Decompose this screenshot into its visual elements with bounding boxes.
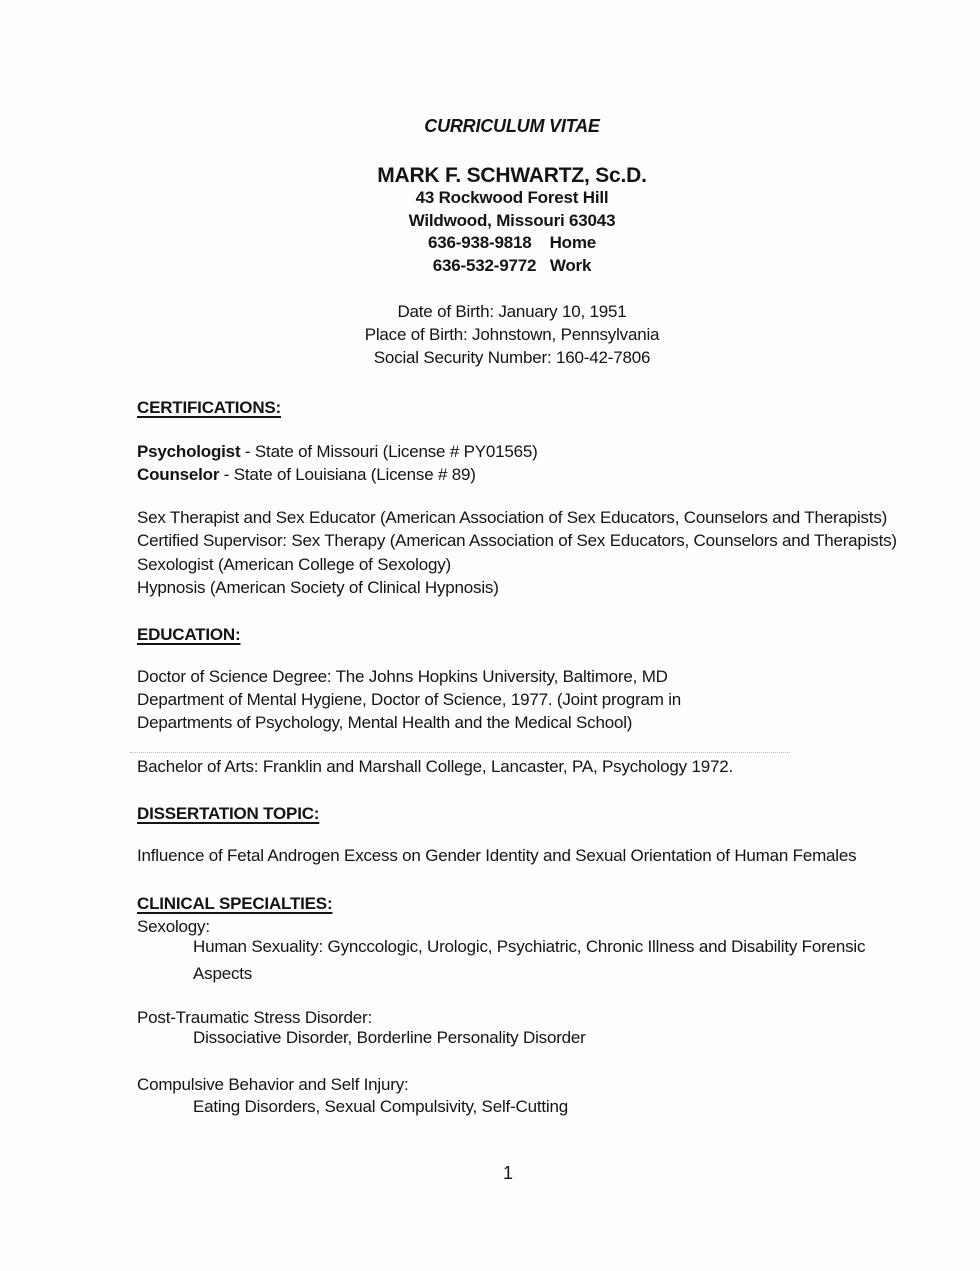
- specialty-category: Post-Traumatic Stress Disorder:: [137, 1008, 373, 1027]
- cert-psychologist: [137, 442, 538, 462]
- cert-item: Sexologist (American College of Sexology): [137, 555, 452, 574]
- education-line: Doctor of Science Degree: The Johns Hopkins University, Baltimore, MD: [137, 667, 668, 686]
- address-line-2: Wildwood, Missouri 63043: [408, 211, 616, 230]
- clinical-specialties-heading: CLINICAL SPECIALTIES:: [137, 894, 333, 913]
- cert-counselor-title: Counselor: [137, 465, 220, 484]
- phone-work: [0, 256, 980, 276]
- date-of-birth: Date of Birth: January 10, 1951: [397, 302, 627, 321]
- specialty-detail: Aspects: [193, 964, 253, 983]
- specialty-detail: Dissociative Disorder, Borderline Personality Disorder: [193, 1028, 586, 1047]
- cert-counselor: [137, 465, 476, 485]
- person-name: MARK F. SCHWARTZ, Sc.D.: [377, 164, 647, 187]
- specialty-detail: Eating Disorders, Sexual Compulsivity, Self-Cutting: [193, 1097, 568, 1116]
- place-of-birth: Place of Birth: Johnstown, Pennsylvania: [364, 325, 660, 344]
- cert-item: Certified Supervisor: Sex Therapy (American Association of Sex Educators, Counselors and Therapists): [137, 531, 897, 550]
- cert-counselor-detail: - State of Louisiana (License # 89): [219, 465, 476, 484]
- phone-home-number: 636-938-9818: [428, 233, 532, 252]
- document-title: CURRICULUM VITAE: [424, 116, 600, 136]
- cert-item: Hypnosis (American Society of Clinical Hypnosis): [137, 578, 499, 597]
- education-bachelor: Bachelor of Arts: Franklin and Marshall College, Lancaster, PA, Psychology 1972.: [137, 757, 734, 776]
- education-line: Departments of Psychology, Mental Health and the Medical School): [137, 713, 633, 732]
- phone-home: [0, 233, 980, 253]
- page-number: 1: [503, 1163, 513, 1183]
- education-heading: EDUCATION:: [137, 625, 241, 644]
- cert-psychologist-detail: - State of Missouri (License # PY01565): [240, 442, 538, 461]
- cert-item: Sex Therapist and Sex Educator (American Association of Sex Educators, Counselors and Therapists): [137, 508, 888, 527]
- phone-work-label: Work: [549, 256, 592, 275]
- scan-artifact-line: [130, 752, 790, 753]
- phone-home-label: Home: [549, 233, 596, 252]
- phone-work-number: 636-532-9772: [432, 256, 537, 275]
- specialty-category: Compulsive Behavior and Self Injury:: [137, 1075, 409, 1094]
- education-line: Department of Mental Hygiene, Doctor of Science, 1977. (Joint program in: [137, 690, 682, 709]
- certifications-heading: CERTIFICATIONS:: [137, 398, 282, 417]
- address-line-1: 43 Rockwood Forest Hill: [415, 188, 609, 207]
- social-security-number: Social Security Number: 160-42-7806: [373, 348, 651, 367]
- specialty-category: Sexology:: [137, 917, 210, 936]
- dissertation-heading: DISSERTATION TOPIC:: [137, 804, 320, 823]
- dissertation-title: Influence of Fetal Androgen Excess on Gender Identity and Sexual Orientation of Human Females: [137, 846, 857, 865]
- cert-psychologist-title: Psychologist: [137, 442, 241, 461]
- specialty-detail: Human Sexuality: Gynccologic, Urologic, Psychiatric, Chronic Illness and Disability Forensic: [193, 937, 866, 956]
